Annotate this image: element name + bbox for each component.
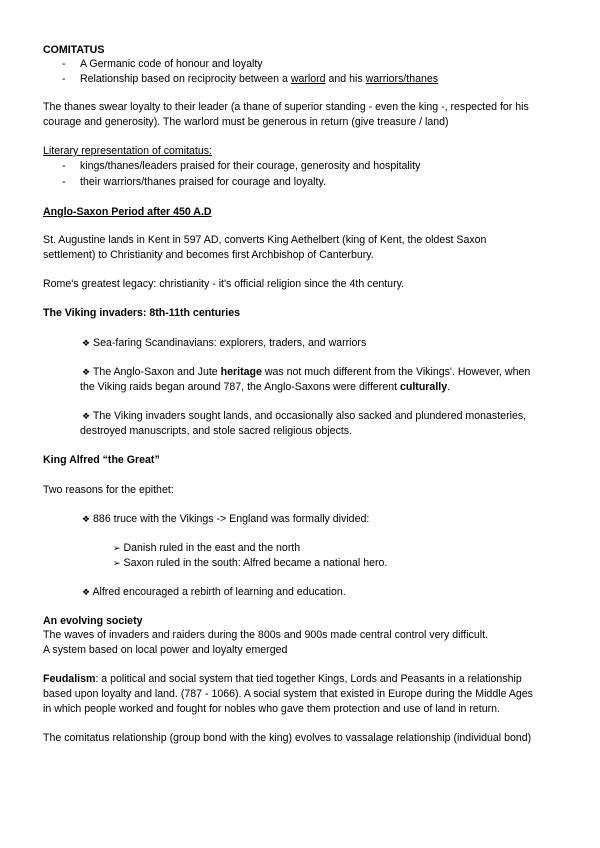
paragraph-line: Feudalism: a political and social system that tied together Kings, Lords and Peasants in a relationship (43, 673, 522, 685)
list-item: - Relationship based on reciprocity between a warlord and his warriors/thanes (62, 73, 439, 85)
diamond-bullet-icon: ❖ (82, 514, 91, 524)
feudalism-term: Feudalism (43, 673, 96, 685)
anglo-saxon-heading: Anglo-Saxon Period after 450 A.D (43, 206, 212, 218)
list-item: ❖ The Anglo-Saxon and Jute heritage was not much different from the Vikings'. However, when (82, 366, 531, 378)
paragraph-line: The waves of invaders and raiders during the 800s and 900s made central control very difficult. (43, 629, 488, 641)
arrow-bullet-icon: ➢ (113, 558, 121, 568)
diamond-bullet-icon: ❖ (82, 587, 91, 597)
paragraph-line: settlement) to Christianity and becomes first Archbishop of Canterbury. (43, 249, 374, 261)
literary-heading: Literary representation of comitatus: (43, 145, 212, 157)
paragraph-line: destroyed manuscripts, and stole sacred religious objects. (80, 425, 353, 437)
vikings-heading: The Viking invaders: 8th-11th centuries (43, 307, 241, 319)
paragraph-line: A system based on local power and loyalty emerged (43, 644, 288, 656)
alfred-heading: King Alfred “the Great” (43, 454, 160, 466)
comitatus-heading: COMITATUS (43, 44, 105, 56)
list-item: ❖ Sea-faring Scandinavians: explorers, traders, and warriors (82, 337, 367, 349)
list-item: ❖ Alfred encouraged a rebirth of learning and education. (82, 586, 346, 598)
list-item: - their warriors/thanes praised for courage and loyalty. (62, 176, 326, 188)
diamond-bullet-icon: ❖ (82, 411, 91, 421)
paragraph-line: courage and generosity). The warlord must be generous in return (give treasure / land) (43, 116, 449, 128)
paragraph-line: The thanes swear loyalty to their leader (a thane of superior standing - even the king -, respected for his (43, 101, 529, 113)
paragraph-line: the Viking raids began around 787, the Anglo-Saxons were different culturally. (80, 381, 451, 393)
list-item: ❖ 886 truce with the Vikings -> England was formally divided: (82, 513, 370, 525)
list-item: - kings/thanes/leaders praised for their courage, generosity and hospitality (62, 160, 421, 172)
list-item: - A Germanic code of honour and loyalty (62, 58, 263, 70)
arrow-bullet-icon: ➢ (113, 543, 121, 553)
society-heading: An evolving society (43, 615, 143, 627)
diamond-bullet-icon: ❖ (82, 338, 91, 348)
paragraph-line: St. Augustine lands in Kent in 597 AD, converts King Aethelbert (king of Kent, the oldest Saxon (43, 234, 487, 246)
paragraph-line: based upon loyalty and land. (787 - 1066). A social system that existed in Europe during the Middle Ages (43, 688, 533, 700)
list-item: ➢ Danish ruled in the east and the north (113, 542, 301, 554)
paragraph-line: The comitatus relationship (group bond with the king) evolves to vassalage relationship (individual bond) (43, 732, 532, 744)
paragraph-line: Two reasons for the epithet: (43, 484, 174, 496)
list-item: ❖ The Viking invaders sought lands, and occasionally also sacked and plundered monasteries, (82, 410, 527, 422)
paragraph-line: Rome's greatest legacy: christianity - it's official religion since the 4th century. (43, 278, 405, 290)
list-item: ➢ Saxon ruled in the south: Alfred became a national hero. (113, 557, 388, 569)
paragraph-line: in which people worked and fought for nobles who gave them protection and use of land in return. (43, 703, 501, 715)
diamond-bullet-icon: ❖ (82, 367, 91, 377)
